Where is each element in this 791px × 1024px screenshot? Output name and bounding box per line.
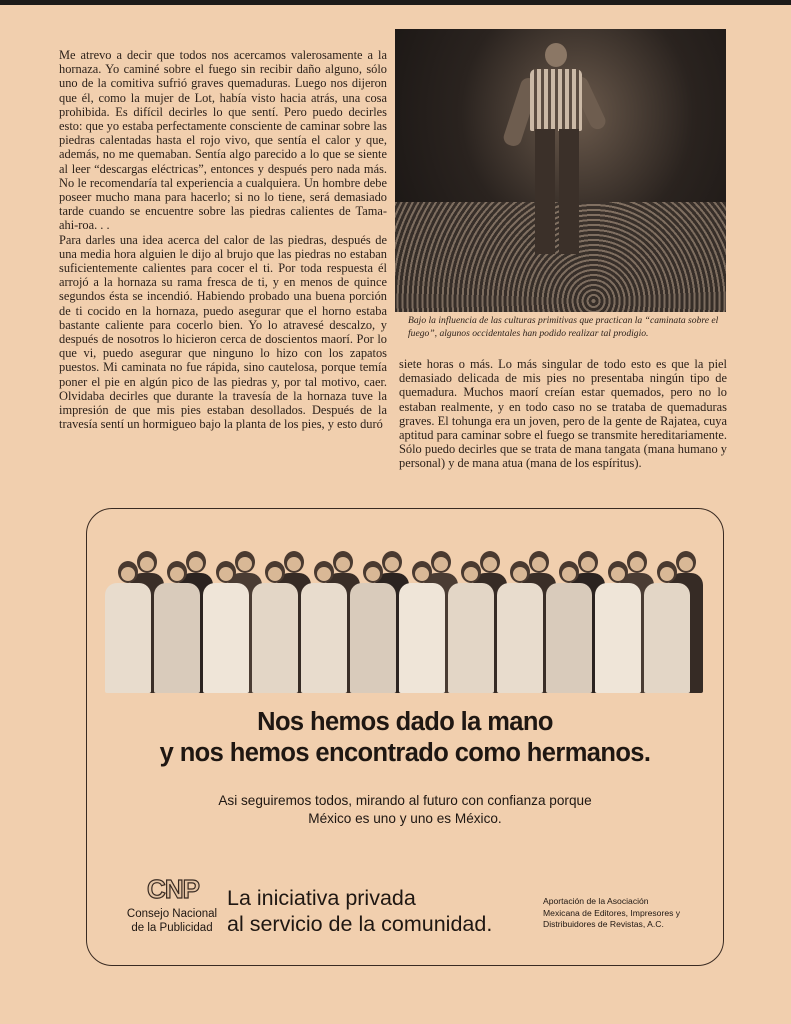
article-paragraph: Para darles una idea acerca del calor de las piedras, después de una media hora alguien le dijo al brujo que las piedras no estaban suficientemente calientes para cocer el ti. Por toda respuesta él arrojó a la hornaza su rama fresca de ti, y en menos de quince segundos ésta se incendió. Habiendo probado una buena porción de ti cocido en la hornaza, puedo asegurar que el horno estaba bastante caliente para cocerlo bien. Yo lo atravesé descalzo, y después de nosotros lo hicieron cerca de doscientos maorí. Por lo que vi, puedo asegurar que ninguno lo hizo con los zapatos puestos. Mi caminata no fue rápida, sino cautelosa, porque temía poner el pie en algún pico de las piedras y, por tal motivo, caer. Olvidaba decirles que durante la travesía de la hornaza tuve la impresión de que mis pies estaban desollados. Después de la travesía sentí un hormigueo bajo la planta de los pies, y esto duró bbox=[59, 232, 387, 432]
ad-subline-line: Asi seguiremos todos, mirando al futuro con confianza porque bbox=[218, 793, 592, 808]
ad-headline-line: Nos hemos dado la mano bbox=[257, 708, 553, 736]
credit-line: Distribuidores de Revistas, A.C. bbox=[543, 919, 664, 929]
person-face bbox=[464, 567, 478, 581]
walker-legs bbox=[535, 129, 579, 254]
ad-slogan bbox=[227, 885, 547, 937]
person-face bbox=[219, 567, 233, 581]
logo-caption-line: de la Publicidad bbox=[131, 922, 213, 934]
group-person bbox=[595, 583, 641, 693]
ad-credit bbox=[543, 896, 713, 931]
page-top-border bbox=[0, 0, 791, 5]
person-face bbox=[268, 567, 282, 581]
group-person bbox=[448, 583, 494, 693]
ad-headline-line: y nos hemos encontrado como hermanos. bbox=[159, 739, 651, 767]
fire-walk-photo bbox=[395, 29, 726, 312]
person-face bbox=[581, 557, 595, 571]
advertisement-box bbox=[86, 508, 724, 966]
person-face bbox=[366, 567, 380, 581]
person-face bbox=[532, 557, 546, 571]
person-face bbox=[170, 567, 184, 581]
person-face bbox=[434, 557, 448, 571]
photo-caption: Bajo la influencia de las culturas primitivas que practican la “caminata sobre el fuego”, algunos occidentales han podido realizar tal prodigio. bbox=[408, 315, 719, 339]
group-person bbox=[644, 583, 690, 693]
article-right-column bbox=[399, 357, 727, 471]
person-face bbox=[630, 557, 644, 571]
person-face bbox=[415, 567, 429, 581]
walker-striped-shirt bbox=[530, 69, 582, 131]
group-person bbox=[252, 583, 298, 693]
group-person bbox=[203, 583, 249, 693]
group-people-photo bbox=[105, 531, 705, 693]
ad-subline bbox=[87, 792, 723, 828]
person-face bbox=[562, 567, 576, 581]
person-face bbox=[679, 557, 693, 571]
person-face bbox=[513, 567, 527, 581]
person-face bbox=[611, 567, 625, 581]
person-face bbox=[483, 557, 497, 571]
slogan-line: La iniciativa privada bbox=[227, 886, 416, 910]
slogan-line: al servicio de la comunidad. bbox=[227, 912, 493, 936]
person-face bbox=[121, 567, 135, 581]
ad-headline bbox=[87, 707, 723, 769]
group-person bbox=[546, 583, 592, 693]
ad-subline-line: México es uno y uno es México. bbox=[308, 811, 502, 826]
cnp-logo: CNP bbox=[147, 874, 199, 904]
logo-caption-line: Consejo Nacional bbox=[126, 908, 218, 920]
person-face bbox=[317, 567, 331, 581]
person-face bbox=[336, 557, 350, 571]
credit-line: Aportación de la Asociación bbox=[543, 896, 649, 906]
cnp-logo-caption bbox=[117, 907, 227, 935]
group-person bbox=[399, 583, 445, 693]
article-paragraph: Me atrevo a decir que todos nos acercamos valerosamente a la hornaza. Yo caminé sobre el fuego sin recibir daño alguno, sólo uno de la comitiva sufrió graves quemaduras. Luego nos dijeron que él, como la mujer de Lot, había visto hacia atrás, una cosa prohibida. Es difícil decirles lo que sentí. Pero puedo decirles esto: que yo estaba perfectamente consciente de caminar sobre las piedras calentadas hasta el rojo vivo, que sentía el calor y que, además, no me quemaban. Sentía algo parecido a lo que se siente al leer “descargas eléctricas”, entonces y después pero nada más. No le recomendaría tal experiencia a cualquiera. Un hombre debe poseer mucho mana para hacerlo; si no lo tiene, será demasiado tarde cuando se encuentre sobre las piedras calientes de Tama-ahi-roa. . . bbox=[59, 48, 387, 233]
group-person bbox=[105, 583, 151, 693]
article-left-column bbox=[59, 48, 387, 431]
person-face bbox=[140, 557, 154, 571]
group-person bbox=[497, 583, 543, 693]
person-face bbox=[238, 557, 252, 571]
group-person bbox=[301, 583, 347, 693]
person-face bbox=[287, 557, 301, 571]
person-face bbox=[385, 557, 399, 571]
group-person bbox=[154, 583, 200, 693]
credit-line: Mexicana de Editores, Impresores y bbox=[543, 907, 681, 918]
person-face bbox=[660, 567, 674, 581]
group-person bbox=[350, 583, 396, 693]
article-paragraph: siete horas o más. Lo más singular de todo esto es que la piel demasiado delicada de mis pies no presentaba ningún tipo de quemadura. Muchos maorí creían estar quemados, pero no lo estaban realmente, y en todo caso no se trataba de quemaduras graves. El tohunga era un joven, pero de la gente de Rajatea, cuya aptitud para caminar sobre el fuego se transmite hereditariamente. Sólo puedo decirles que se trata de mana tangata (mana humano y personal) y de mana atua (mana de los espíritus). bbox=[399, 357, 727, 471]
walker-head bbox=[545, 43, 567, 67]
person-face bbox=[189, 557, 203, 571]
